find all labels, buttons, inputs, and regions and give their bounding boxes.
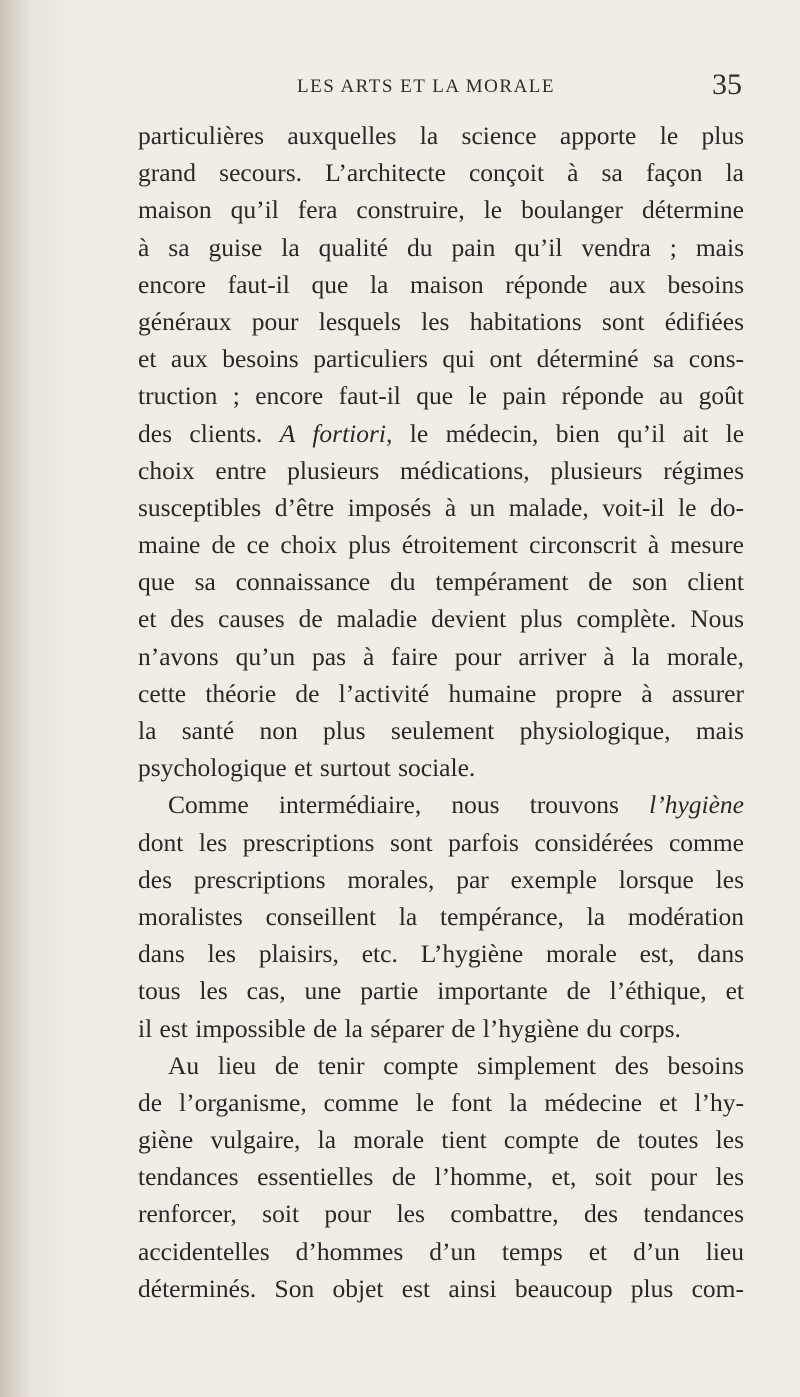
text-line: giène vulgaire, la morale tient compte de toutes les — [138, 1125, 744, 1155]
text-line: particulières auxquelles la science apporte le plus — [138, 121, 744, 150]
text-line: des prescriptions morales, par exemple lorsque les — [138, 864, 744, 894]
text-line: que sa connaissance du tempérament de son client — [138, 567, 744, 597]
italic-phrase: A fortiori, — [279, 418, 393, 448]
text-line: cette théorie de l’activité humaine propre à assurer — [138, 678, 744, 708]
text-line: susceptibles d’être imposés à un malade, voit-il le do- — [138, 492, 744, 522]
text-line: maison qu’il fera construire, le boulanger détermine — [138, 195, 744, 225]
text-line: et aux besoins particuliers qui ont déterminé sa cons- — [138, 344, 744, 374]
text-line: tendances essentielles de l’homme, et, soit pour les — [138, 1162, 744, 1192]
text-line: et des causes de maladie devient plus complète. Nous — [138, 604, 744, 634]
text-line: dont les prescriptions sont parfois considérées comme — [138, 827, 744, 857]
text-line: maine de ce choix plus étroitement circonscrit à mesure — [138, 530, 744, 560]
running-head — [110, 68, 742, 104]
text-line: accidentelles d’hommes d’un temps et d’un lieu — [138, 1236, 744, 1266]
text-line: tous les cas, une partie importante de l’éthique, et — [138, 976, 744, 1006]
text-line: choix entre plusieurs médications, plusieurs régimes — [138, 455, 744, 485]
text-line: la santé non plus seulement physiologique, mais — [138, 716, 744, 745]
text-line: de l’organisme, comme le font la médecine et l’hy- — [138, 1087, 744, 1117]
text-line: des clients. A fortiori, le médecin, bien qu’il ait le — [138, 418, 745, 448]
text-line: à sa guise la qualité du pain qu’il vendra ; mais — [138, 232, 744, 262]
text-line: il est impossible de la séparer de l’hygiène du corps. — [138, 1013, 681, 1043]
text-line: Comme intermédiaire, nous trouvons l’hygiène — [168, 790, 744, 820]
text-line: grand secours. L’architecte conçoit à sa façon la — [138, 158, 744, 188]
text-line: encore faut-il que la maison réponde aux besoins — [138, 269, 744, 299]
text-line: n’avons qu’un pas à faire pour arriver à la morale, — [138, 641, 744, 671]
page-number: 35 — [712, 68, 742, 101]
text-line: truction ; encore faut-il que le pain réponde au goût — [138, 381, 744, 411]
italic-phrase: l’hygiène — [649, 790, 744, 820]
text-line: Au lieu de tenir compte simplement des besoins — [168, 1050, 744, 1080]
text-line: généraux pour lesquels les habitations sont édifiées — [138, 306, 744, 336]
text-line: déterminés. Son objet est ainsi beaucoup plus com- — [138, 1273, 744, 1303]
text-line: moralistes conseillent la tempérance, la modération — [138, 901, 744, 931]
body-text — [138, 117, 744, 1307]
text-line: psychologique et surtout sociale. — [138, 753, 476, 783]
gutter-shadow — [0, 0, 30, 1397]
running-title: LES ARTS ET LA MORALE — [296, 76, 556, 97]
text-line: dans les plaisirs, etc. L’hygiène morale est, dans — [138, 939, 744, 969]
text-line: renforcer, soit pour les combattre, des tendances — [138, 1199, 744, 1229]
